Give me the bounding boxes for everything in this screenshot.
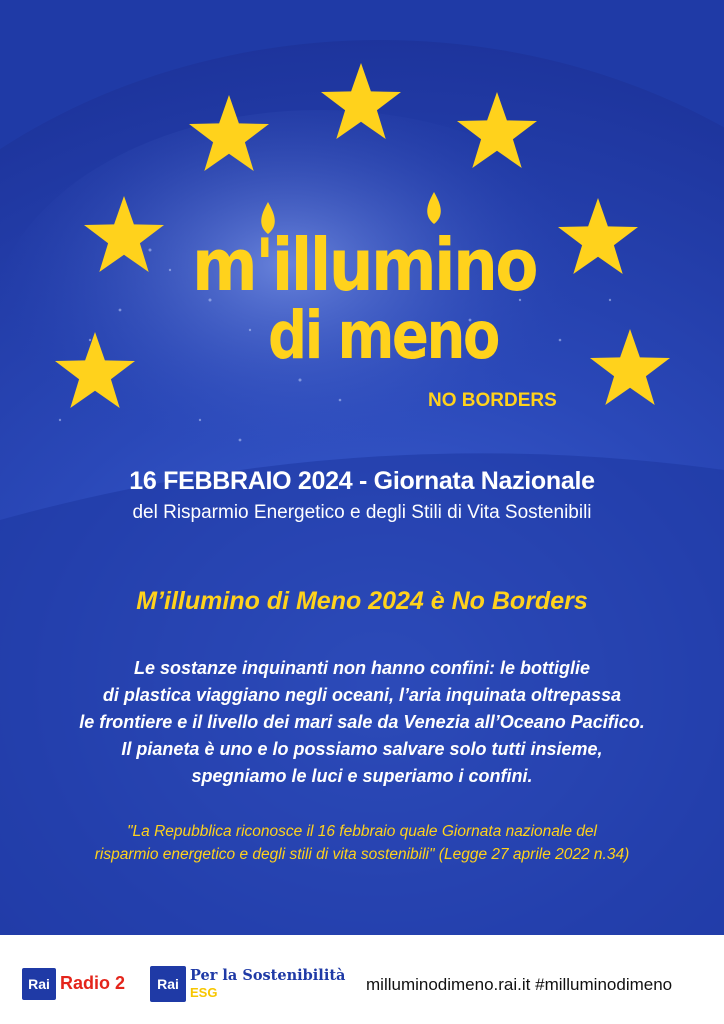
body-line: spegniamo le luci e superiamo i confini. [191, 766, 533, 786]
millumino-di-meno-logo [190, 190, 540, 380]
quote-line: "La Repubblica riconosce il 16 febbraio quale Giornata nazionale del [127, 823, 597, 840]
page-subtitle: del Risparmio Energetico e degli Stili di Vita Sostenibili [132, 502, 592, 523]
star-icon [457, 92, 537, 168]
body-line: Le sostanze inquinanti non hanno confini: le bottiglie [134, 658, 590, 678]
star-icon [55, 332, 135, 408]
star-icon [189, 95, 269, 171]
star-icon [321, 63, 401, 139]
sostenibilita-label: Per la Sostenibilità [190, 967, 346, 984]
law-quote [10, 820, 714, 866]
rai-logo-text: Rai [28, 976, 50, 992]
page-title: 16 FEBBRAIO 2024 - Giornata Nazionale [129, 467, 595, 495]
body-line: Il pianeta è uno e lo possiamo salvare solo tutti insieme, [121, 739, 603, 759]
rai-logo-text: Rai [157, 976, 179, 992]
star-icon [84, 196, 164, 272]
quote-line: risparmio energetico e degli stili di vita sostenibili" (Legge 27 aprile 2022 n.34) [94, 846, 630, 863]
flame-icon [427, 192, 441, 224]
radio2-logo-text[interactable]: Radio 2 [60, 973, 126, 993]
logo-line-2: di meno [268, 297, 499, 374]
esg-label: ESG [190, 985, 218, 1000]
star-icon [558, 198, 638, 274]
logo-tagline: NO BORDERS [428, 390, 557, 411]
website-link[interactable]: milluminodimeno.rai.it #milluminodimeno [366, 975, 673, 994]
rai-logo[interactable] [22, 968, 56, 1000]
body-paragraph [20, 655, 704, 790]
logo-line-1: m'illumino [192, 223, 537, 307]
body-line: le frontiere e il livello dei mari sale da Venezia all’Oceano Pacifico. [79, 712, 645, 732]
section-title: M’illumino di Meno 2024 è No Borders [136, 587, 588, 615]
star-icon [590, 329, 670, 405]
body-line: di plastica viaggiano negli oceani, l’aria inquinata oltrepassa [102, 685, 622, 705]
rai-sostenibilita-logo[interactable] [150, 966, 186, 1002]
